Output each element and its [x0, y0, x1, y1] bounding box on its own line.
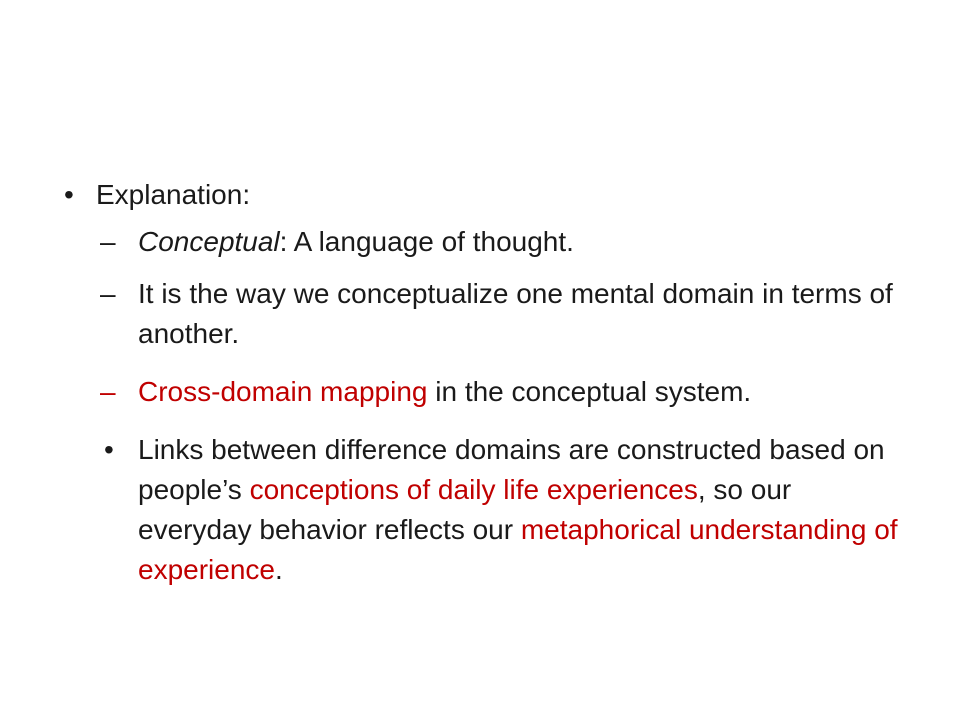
bullet-text: Explanation: [96, 179, 251, 210]
sub-bullet-text: in the conceptual system. [427, 376, 752, 407]
text-part-2: , so our everyday behavior reflects our [138, 474, 792, 545]
sub-bullet-conceptualize [60, 274, 910, 354]
slide-body [60, 175, 910, 590]
dash-marker: – [100, 226, 116, 257]
text-part-1: Links between difference domains are constructed based on people’s [138, 434, 885, 505]
sub-bullet-text: It is the way we conceptualize one mental domain in terms of another. [138, 278, 893, 349]
sub-bullet-text: : A language of thought. [279, 226, 574, 257]
sub-bullet-conceptual [60, 222, 910, 262]
dash-marker: – [100, 376, 116, 407]
sub-sub-bullet-links [60, 430, 910, 590]
highlight-metaphorical: metaphorical understanding of experience [138, 514, 898, 585]
highlight-cross-domain: Cross-domain mapping [138, 376, 428, 407]
bullet-dot: • [104, 434, 114, 465]
term-conceptual: Conceptual [138, 226, 280, 257]
bullet-dot: • [64, 179, 74, 210]
bullet-explanation [60, 175, 910, 215]
text-part-3: . [274, 554, 283, 585]
dash-marker: – [100, 278, 116, 309]
highlight-conceptions: conceptions of daily life experiences [249, 474, 698, 505]
sub-bullet-cross-domain [60, 372, 910, 412]
